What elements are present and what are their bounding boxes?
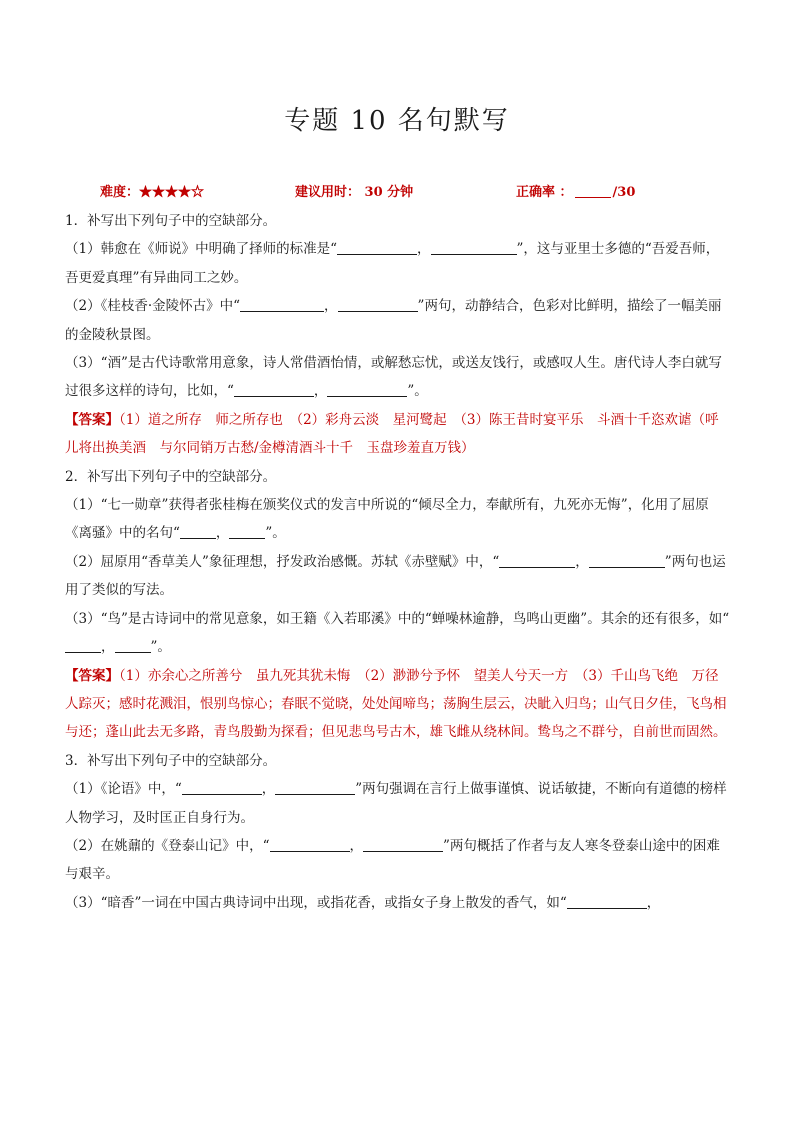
q3-s2-blank-1[interactable]	[270, 837, 350, 852]
q3-s3-blank-1[interactable]	[567, 894, 647, 909]
accuracy-field	[516, 181, 635, 200]
q2-s3-text-a: （3）“鸟”是古诗词中的常见意象，如王籍《入若耶溪》中的“蝉噪林逾静，鸟鸣山更幽”。其余的还有很多，如“	[65, 610, 730, 627]
q1-s1-text-b: ”，这与亚里士多德的“吾爱吾师，吾更爱真理”有异曲同工之妙。	[65, 241, 720, 286]
q2-s2-text-b: ”两句也运用了类似的写法。	[65, 553, 726, 599]
q2-answer	[65, 662, 730, 747]
q1-answer-text: （1）道之所存 师之所存也 （2）彩舟云淡 星河鹭起 （3）陈王昔时宴平乐 斗酒十千恣欢谑（呼儿将出换美酒 与尔同销万古愁/金樽清酒斗十千 玉盘珍羞直万钱）	[65, 411, 719, 457]
q1-item-3	[65, 349, 730, 406]
q2-s3-sep: ，	[101, 639, 115, 656]
q1-s2-blank-2[interactable]	[338, 297, 418, 312]
q2-s2-text-a: （2）屈原用“香草美人”象征理想，抒发政治感慨。苏轼《赤壁赋》中，“	[65, 553, 500, 570]
q2-s1-text-a: （1）“七一勋章”获得者张桂梅在颁奖仪式的发言中所说的“倾尽全力，奉献所有，九死亦无悔”，化用了屈原《离骚》中的名句“	[65, 497, 709, 542]
q3-item-2	[65, 832, 730, 889]
q3-s3-sep: ，	[646, 894, 661, 911]
q2-s3-blank-1[interactable]	[65, 638, 101, 653]
q1-s1-sep: ，	[417, 241, 431, 258]
q1-item-1	[65, 235, 730, 292]
q3-item-3	[65, 889, 730, 917]
q3-s2-blank-2[interactable]	[363, 837, 443, 852]
q1-s2-text-a: （2）《桂枝香·金陵怀古》中“	[65, 298, 241, 315]
q1-item-2	[65, 292, 730, 349]
q1-answer	[65, 406, 730, 463]
q2-s2-blank-2[interactable]	[589, 553, 665, 568]
q2-stem: 2．补写出下列句子中的空缺部分。	[65, 468, 277, 485]
q3-s2-text-a: （2）在姚鼐的《登泰山记》中，“	[65, 837, 270, 854]
q2-s1-blank-1[interactable]	[180, 524, 216, 539]
accuracy-label: 正确率 ：	[516, 185, 573, 200]
q1-s3-text-b: ”。	[407, 383, 428, 400]
accuracy-blank	[575, 183, 611, 198]
q2-item-3	[65, 605, 730, 662]
q2-item-1	[65, 491, 730, 548]
q3-s1-sep: ，	[261, 781, 276, 798]
q1-s1-text-a: （1）韩愈在《师说》中明确了择师的标准是“	[65, 241, 337, 258]
q3-s3-text-a: （3）“暗香”一词在中国古典诗词中出现，或指花香，或指女子身上散发的香气，如“	[65, 894, 567, 911]
questions	[65, 207, 730, 917]
q1-s3-blank-2[interactable]	[327, 382, 407, 397]
q1-answer-label: 【答案】	[65, 411, 119, 428]
q1-stem: 1．补写出下列句子中的空缺部分。	[65, 213, 277, 229]
difficulty-rating: 难度：★★★★☆	[100, 185, 205, 200]
q2-s1-sep: ，	[215, 525, 230, 542]
q1-s2-blank-1[interactable]	[240, 297, 324, 312]
q2-s3-text-b: ”。	[150, 639, 171, 656]
q2-answer-label: 【答案】	[65, 667, 119, 684]
q1-s2-sep: ，	[324, 298, 338, 315]
q1-s2-text-b: ”两句，动静结合，色彩对比鲜明，描绘了一幅美丽的金陵秋景图。	[65, 298, 722, 343]
q2-s3-blank-2[interactable]	[115, 638, 151, 653]
q2-s2-sep: ，	[575, 553, 589, 570]
q3-s2-sep: ，	[349, 837, 363, 854]
q3-s1-text-a: （1）《论语》中，“	[65, 781, 182, 798]
q3-s1-blank-2[interactable]	[275, 780, 355, 795]
suggested-time: 建议用时： 30 分钟	[295, 185, 414, 200]
q1-s1-blank-2[interactable]	[431, 240, 517, 255]
q3-item-1	[65, 775, 730, 832]
q3-s1-blank-1[interactable]	[182, 780, 262, 795]
q2-item-2	[65, 548, 730, 605]
q1-s1-blank-1[interactable]	[337, 240, 417, 255]
accuracy-total: /30	[612, 185, 636, 200]
q3-stem: 3．补写出下列句子中的空缺部分。	[65, 752, 277, 769]
page-title: 专题 10 名句默写	[284, 106, 510, 136]
q2-s2-blank-1[interactable]	[499, 553, 575, 568]
q3-s2-text-b: ”两句概括了作者与友人寒冬登泰山途中的困难与艰辛。	[65, 837, 720, 883]
q1-s3-sep: ，	[313, 383, 328, 400]
q3-s1-text-b: ”两句强调在言行上做事谨慎、说话敏捷，不断向有道德的榜样人物学习，及时匡正自身行为。	[65, 781, 727, 826]
q2-s1-text-b: ”。	[265, 525, 286, 542]
q1-s3-blank-1[interactable]	[234, 382, 314, 397]
q1-s3-text-a: （3）“酒”是古代诗歌常用意象，诗人常借酒怡情，或解愁忘忧，或送友饯行，或感叹人生。唐代诗人李白就写过很多这样的诗句，比如，“	[65, 355, 722, 400]
q2-s1-blank-2[interactable]	[229, 524, 265, 539]
q2-answer-text: （1）亦余心之所善兮 虽九死其犹未悔 （2）渺渺兮予怀 望美人兮天一方 （3）千山鸟飞绝 万径人踪灭；感时花溅泪，恨别鸟惊心；春眠不觉晓，处处闻啼鸟；荡胸生层云，决眦入归鸟；山气日夕佳，飞鸟相与还；蓬山此去无多路，青鸟殷勤为探看；但见悲鸟号古木，雄飞雌从绕林间。鸷鸟之不群兮，自前世而固然。	[65, 667, 727, 741]
